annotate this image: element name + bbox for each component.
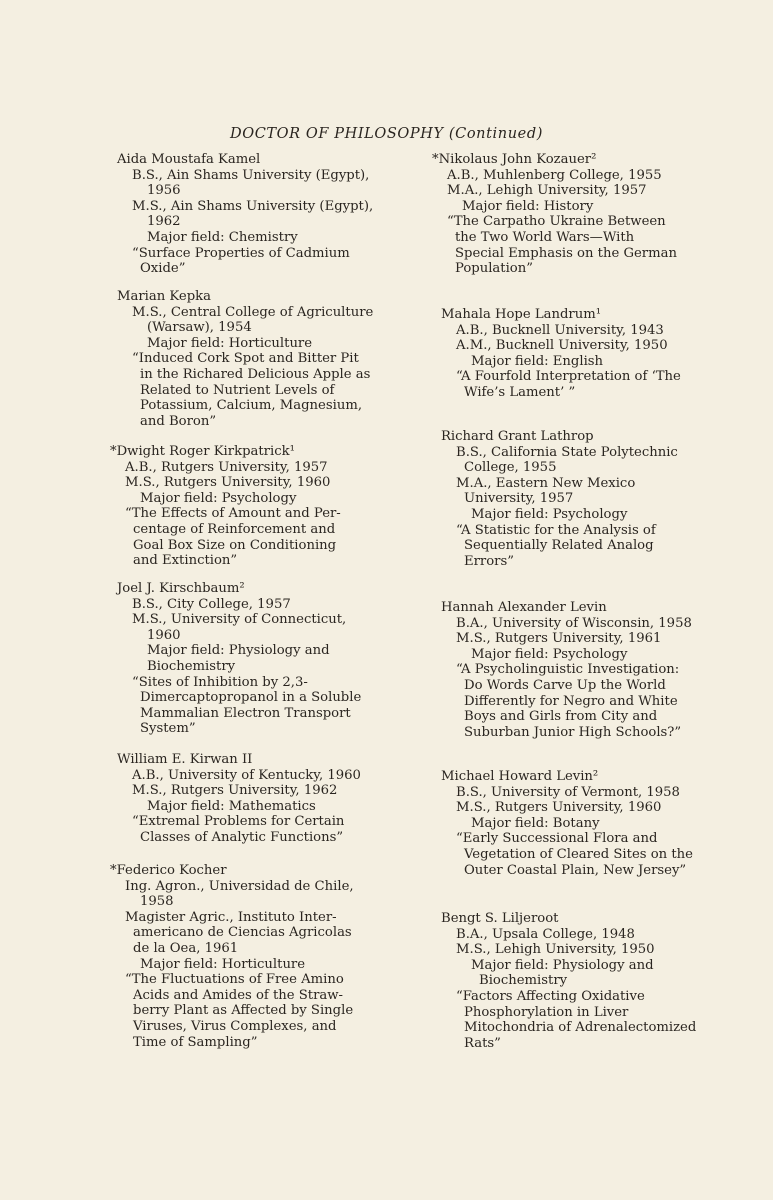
- entry-line: Errors”: [464, 553, 514, 569]
- entry-line: M.S., Central College of Agriculture: [132, 304, 374, 320]
- entry-line: M.S., Rutgers University, 1961: [456, 631, 662, 647]
- entry-name: Marian Kepka: [117, 289, 212, 304]
- entry-line: M.A., Eastern New Mexico: [456, 475, 636, 491]
- entry-line: Major field: Botany: [471, 815, 600, 831]
- entry-name: Michael Howard Levin²: [441, 769, 599, 784]
- entry-line: “A Fourfold Interpretation of ‘The: [456, 369, 681, 385]
- entry-line: and Boron”: [140, 413, 217, 429]
- entry-line: Mitochondria of Adrenalectomized: [464, 1020, 697, 1036]
- entry-line: A.M., Bucknell University, 1950: [456, 338, 668, 354]
- entry-line: B.A., University of Wisconsin, 1958: [456, 615, 692, 631]
- entry-details: [441, 323, 681, 401]
- entry-details: [117, 768, 361, 846]
- entry-lathrop: [441, 429, 678, 569]
- entry-name: *Nikolaus John Kozauer²: [432, 152, 597, 167]
- entry-kirkpatrick: [110, 444, 341, 569]
- entry-line: (Warsaw), 1954: [147, 320, 252, 336]
- entry-line: Phosphorylation in Liver: [464, 1004, 629, 1020]
- entry-line: “Sites of Inhibition by 2,3-: [132, 674, 308, 690]
- entry-line: Major field: Psychology: [140, 490, 297, 506]
- entry-line: Potassium, Calcium, Magnesium,: [140, 398, 363, 414]
- entry-kamel: [117, 152, 373, 277]
- entry-line: Major field: English: [471, 353, 604, 369]
- entry-line: “Surface Properties of Cadmium: [132, 245, 350, 261]
- entry-line: centage of Reinforcement and: [133, 521, 336, 537]
- entry-line: Oxide”: [140, 261, 186, 277]
- entry-line: de la Oea, 1961: [133, 940, 239, 956]
- entry-line: B.S., Ain Shams University (Egypt),: [132, 167, 370, 183]
- entry-line: Major field: Mathematics: [147, 798, 316, 814]
- entry-line: M.S., Rutgers University, 1962: [132, 783, 338, 799]
- entry-name: William E. Kirwan II: [117, 752, 253, 767]
- entry-line: Boys and Girls from City and: [464, 709, 658, 725]
- entry-line: “Induced Cork Spot and Bitter Pit: [132, 351, 359, 367]
- entry-kirschbaum: [117, 581, 361, 737]
- entry-line: Mammalian Electron Transport: [140, 705, 351, 721]
- entry-line: Related to Nutrient Levels of: [140, 382, 335, 398]
- entry-line: 1958: [140, 894, 174, 910]
- entry-details: [441, 616, 692, 741]
- entry-line: M.S., Ain Shams University (Egypt),: [132, 198, 374, 214]
- entry-line: Differently for Negro and White: [464, 693, 678, 709]
- entry-line: “Extremal Problems for Certain: [132, 814, 345, 830]
- entry-levin-hannah: [441, 600, 692, 740]
- entry-details: [117, 168, 373, 277]
- entry-line: Major field: Physiology and: [471, 957, 654, 973]
- entry-line: Ing. Agron., Universidad de Chile,: [125, 878, 354, 894]
- entry-line: Major field: Horticulture: [147, 335, 313, 351]
- entry-line: Major field: Chemistry: [147, 229, 298, 245]
- entry-line: A.B., University of Kentucky, 1960: [132, 767, 361, 783]
- entry-name: Bengt S. Liljeroot: [441, 911, 559, 926]
- entry-details: [432, 168, 677, 277]
- entry-line: M.S., Rutgers University, 1960: [456, 800, 662, 816]
- entry-details: [441, 927, 696, 1052]
- entry-details: [110, 879, 354, 1051]
- entry-line: berry Plant as Affected by Single: [133, 1003, 354, 1019]
- entry-line: 1956: [147, 183, 181, 199]
- entry-liljeroot: [441, 911, 696, 1051]
- entry-line: 1962: [147, 214, 181, 230]
- entry-line: College, 1955: [464, 460, 557, 476]
- entry-line: Rats”: [464, 1035, 501, 1051]
- entry-kepka: [117, 289, 373, 429]
- entry-name: Richard Grant Lathrop: [441, 429, 594, 444]
- entry-line: A.B., Muhlenberg College, 1955: [447, 167, 662, 183]
- entry-line: Outer Coastal Plain, New Jersey”: [464, 862, 687, 878]
- entry-details: [117, 597, 361, 737]
- entry-line: B.S., University of Vermont, 1958: [456, 784, 680, 800]
- entry-line: americano de Ciencias Agricolas: [133, 925, 352, 941]
- entry-line: B.S., California State Polytechnic: [456, 444, 678, 460]
- page-heading: DOCTOR OF PHILOSOPHY (Continued): [230, 126, 543, 142]
- entry-levin-michael: [441, 769, 693, 878]
- entry-details: [441, 445, 678, 570]
- entry-line: “The Carpatho Ukraine Between: [447, 214, 666, 230]
- entry-kozauer: [432, 152, 677, 277]
- entry-name: Hannah Alexander Levin: [441, 600, 607, 615]
- entry-landrum: [441, 307, 681, 401]
- entry-line: Biochemistry: [479, 973, 568, 989]
- entry-line: 1960: [147, 627, 181, 643]
- entry-kirwan: [117, 752, 361, 846]
- entry-line: Vegetation of Cleared Sites on the: [464, 846, 693, 862]
- entry-line: the Two World Wars—With: [455, 229, 635, 245]
- entry-line: Special Emphasis on the German: [455, 245, 677, 261]
- entry-line: Goal Box Size on Conditioning: [133, 537, 337, 553]
- entry-kocher: [110, 863, 354, 1050]
- entry-line: University, 1957: [464, 491, 574, 507]
- entry-line: Major field: Physiology and: [147, 643, 330, 659]
- entry-details: [117, 305, 373, 430]
- entry-line: Viruses, Virus Complexes, and: [133, 1018, 337, 1034]
- entry-line: Dimercaptopropanol in a Soluble: [140, 690, 362, 706]
- entry-line: Do Words Carve Up the World: [464, 677, 666, 693]
- entry-line: M.A., Lehigh University, 1957: [447, 183, 647, 199]
- entry-line: Sequentially Related Analog: [464, 538, 654, 554]
- entry-line: Major field: History: [462, 198, 594, 214]
- entry-line: Wife’s Lament’ ”: [464, 384, 576, 400]
- entry-line: Major field: Psychology: [471, 506, 628, 522]
- entry-name: *Dwight Roger Kirkpatrick¹: [110, 444, 295, 459]
- entry-line: M.S., Lehigh University, 1950: [456, 942, 655, 958]
- entry-line: “A Statistic for the Analysis of: [456, 522, 656, 538]
- entry-line: Classes of Analytic Functions”: [140, 829, 344, 845]
- entry-line: “The Fluctuations of Free Amino: [125, 972, 344, 988]
- entry-line: B.S., City College, 1957: [132, 596, 291, 612]
- entry-line: Suburban Junior High Schools?”: [464, 724, 682, 740]
- entry-details: [441, 785, 693, 879]
- entry-line: A.B., Rutgers University, 1957: [125, 459, 328, 475]
- entry-line: Major field: Horticulture: [140, 956, 306, 972]
- entry-name: *Federico Kocher: [110, 863, 227, 878]
- entry-line: Population”: [455, 261, 533, 277]
- entry-line: Magister Agric., Instituto Inter-: [125, 909, 337, 925]
- entry-line: Biochemistry: [147, 658, 236, 674]
- entry-name: Aida Moustafa Kamel: [117, 152, 261, 167]
- entry-line: M.S., University of Connecticut,: [132, 612, 347, 628]
- entry-line: M.S., Rutgers University, 1960: [125, 475, 331, 491]
- entry-details: [110, 460, 341, 569]
- entry-name: Mahala Hope Landrum¹: [441, 307, 602, 322]
- entry-line: A.B., Bucknell University, 1943: [456, 322, 664, 338]
- entry-line: “The Effects of Amount and Per-: [125, 506, 341, 522]
- entry-line: “Early Successional Flora and: [456, 831, 658, 847]
- entry-line: and Extinction”: [133, 553, 238, 569]
- entry-line: “A Psycholinguistic Investigation:: [456, 662, 680, 678]
- entry-line: System”: [140, 721, 196, 737]
- entry-line: Time of Sampling”: [133, 1034, 258, 1050]
- entry-line: Major field: Psychology: [471, 646, 628, 662]
- entry-line: B.A., Upsala College, 1948: [456, 926, 635, 942]
- entry-line: Acids and Amides of the Straw-: [133, 987, 344, 1003]
- entry-line: “Factors Affecting Oxidative: [456, 988, 645, 1004]
- entry-line: in the Richared Delicious Apple as: [140, 366, 371, 382]
- entry-name: Joel J. Kirschbaum²: [117, 581, 245, 596]
